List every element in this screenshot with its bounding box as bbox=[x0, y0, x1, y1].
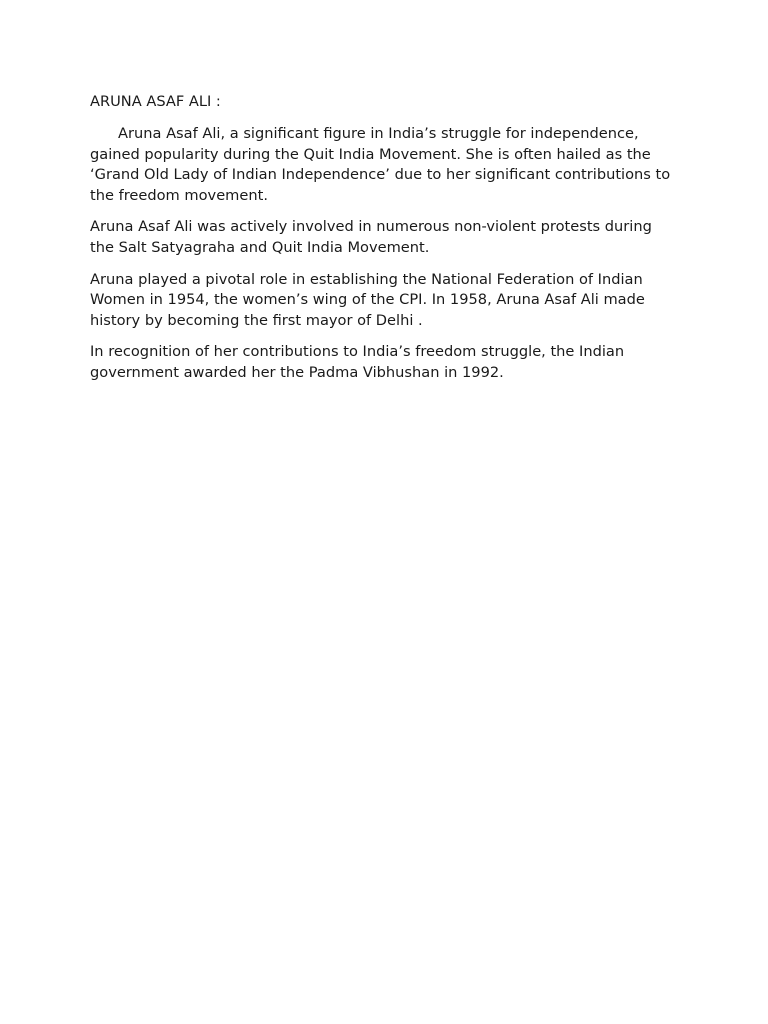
document-heading: ARUNA ASAF ALI : bbox=[90, 93, 221, 110]
document-body bbox=[90, 92, 680, 395]
paragraph-federation: Aruna played a pivotal role in establishing the National Federation of Indian Women in 1954, the women’s wing of the CPI. In 1958, Aruna Asaf Ali made history by becoming the first mayor of Delhi . bbox=[90, 270, 645, 330]
paragraph-protests: Aruna Asaf Ali was actively involved in numerous non-violent protests during the Salt Satyagraha and Quit India Movement. bbox=[90, 218, 652, 257]
paragraph-intro: Aruna Asaf Ali, a significant figure in India’s struggle for independence, gained popularity during the Quit India Movement. She is often hailed as the ‘Grand Old Lady of Indian Independence’ due to her significant contributions to the freedom movement. bbox=[90, 124, 671, 205]
paragraph-recognition: In recognition of her contributions to India’s freedom struggle, the Indian government awarded her the Padma Vibhushan in 1992. bbox=[90, 343, 625, 382]
